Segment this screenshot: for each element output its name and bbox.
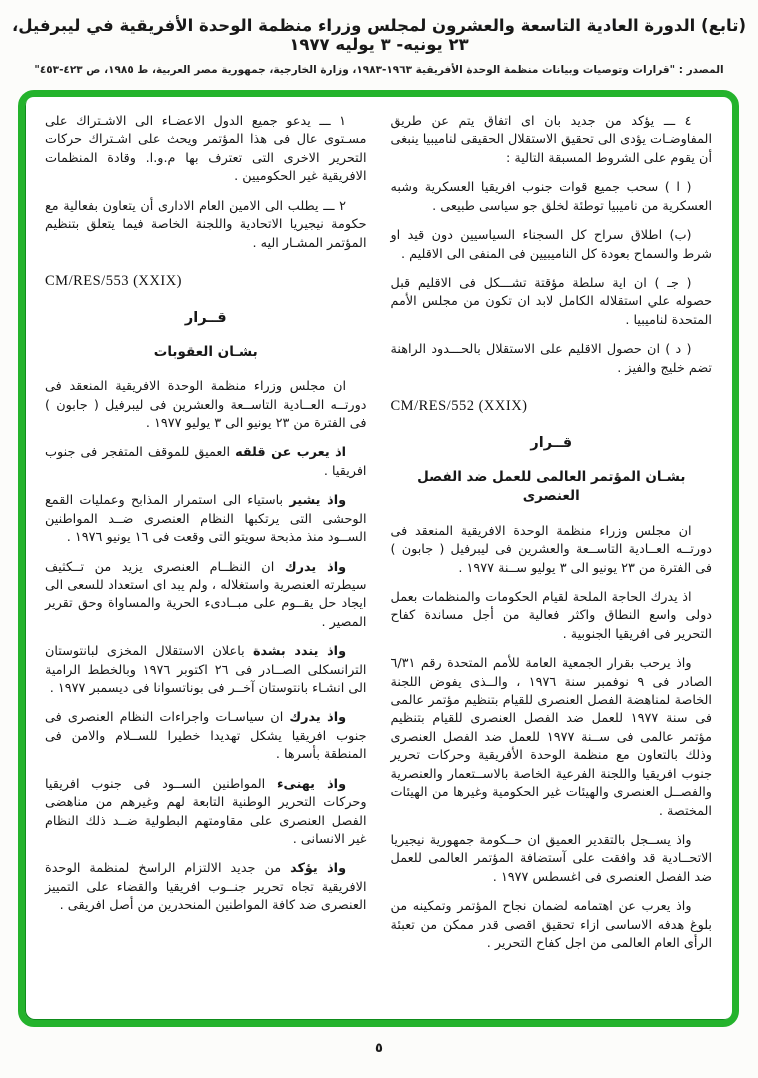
paragraph bbox=[45, 709, 367, 764]
resolution-heading: قــرار bbox=[530, 434, 573, 451]
paragraph-lead: اذ يعرب عن قلقه bbox=[235, 445, 347, 461]
page-number: ٥ bbox=[375, 1041, 383, 1056]
paragraph bbox=[45, 492, 367, 547]
paragraph: ان مجلس وزراء منظمة الوحدة الافريقية المنعقد فى دورتــه العــادية التاســعة والعشرين فى ليبرفيل ( جابون ) فى الفترة من ٢٣ يونيو الى ٣ يوليو ١٩٧٧ . bbox=[45, 379, 367, 431]
paragraph: ٤ ـــ يؤكد من جديد بان اى اتفاق يتم عن طريق المفاوضـات يؤدى الى تحقيق الاستقلال الحقيقى لناميبيا ينبغى أن يقوم على الشروط المسبقة التالية : bbox=[390, 114, 712, 166]
paragraph-lead: واذ يهنىء bbox=[276, 776, 347, 792]
paragraph bbox=[45, 860, 367, 915]
paragraph: ( جـ ) ان اية سلطة مؤقتة تشـــكل فى الاقليم قبل حصوله علي استقلاله الكامل لابد ان تكون من مجلس الأمم المتحدة لناميبيا . bbox=[390, 275, 712, 328]
paragraph-text: ان النظــام العنصرى يزيد من تــكثيف سيطرته العنصرية واستغلاله ، ولم يبد اى استعداد للسعى الى ايجاد حل يقــوم على مبــادىء الحرية والمساواة وحق تقرير المصير . bbox=[45, 559, 367, 630]
paragraph-lead: واذ يؤكد bbox=[290, 861, 347, 877]
paragraph: ( د ) ان حصول الاقليم على الاستقلال بالحـــدود الراهنة تضم خليج والفيز . bbox=[390, 342, 712, 376]
paragraph-text: باعلان الاستقلال المخزى لبانتوستان الترانسكلى الصــادر فى ٢٦ اكتوبر ١٩٧٦ وبالخطط الرامية الى انشـاء بانتوستان آخــر فى بوناتسوانا فى ديسمبر ١٩٧٧ . bbox=[45, 644, 367, 697]
resolution-ref: CM/RES/552 (XXIX) bbox=[390, 398, 528, 415]
paragraph bbox=[45, 444, 367, 481]
paragraph: ١ ـــ يدعو جميع الدول الاعضـاء الى الاشـتراك على مسـتوى عال فى هذا المؤتمر ويحث على اشـتراك حركات التحرير الاخرى التى تعترف بها م.و.ا. وقادة المنظمات الافريقية غير الحكوميين . bbox=[45, 114, 367, 185]
content-frame bbox=[18, 90, 739, 1027]
paragraph-text: العميق للموقف المتفجر فى جنوب افريقيا . bbox=[45, 445, 367, 479]
header-title: (تابع) الدورة العادية التاسعة والعشرون لمجلس وزراء منظمة الوحدة الأفريقية في ليبرفيل، ٢٣ يونيه- ٣ يوليه ١٩٧٧ bbox=[12, 16, 746, 54]
two-column-layout bbox=[25, 97, 732, 1020]
resolution-subheading: بشـان العقوبات bbox=[153, 343, 258, 360]
paragraph-text: من جديد الالتزام الراسخ لمنظمة الوحدة الافريقية تجاه تحرير جنــوب افريقيا والقضاء على التمييز العنصرى ضد كافة المواطنين المنحدرين من أصل افريقى . bbox=[45, 861, 367, 914]
paragraph: واذ يرحب بقرار الجمعية العامة للأمم المتحدة رقم ٦/٣١ الصادر فى ٩ نوفمبر سنة ١٩٧٦ ، والــذى يفوض اللجنة الخاصة لمناهضة الفصل العنصرى للقيام بتنظيم مؤتمر عالمى فى سنة ١٩٧٧ للعمل ضد الفصل العنصرى للقيام بتنظيم مؤتمر عالمى فى ســنة ١٩٧٧ للعمل ضد الفصل العنصرى وذلك بالتعاون مع منظمة الوحدة الأفريقية وحركات تحرير جنوب افريقيا واللجنة الفرعية الخاصة بالاســتعمار والعنصرية والفصــل العنصرى والهيئات غير الحكومية وغيرها من الهيئات المختصة . bbox=[390, 656, 713, 819]
column-right bbox=[391, 113, 713, 1010]
paragraph: (ب) اطلاق سراح كل السجناء السياسيين دون قيد او شرط والسماح بعودة كل الناميبيين فى المنفى الى الاقليم . bbox=[390, 228, 712, 262]
page-header bbox=[0, 16, 758, 76]
paragraph: واذ يعرب عن اهتمامه لضمان نجاح المؤتمر وتمكينه من بلوغ هدفه الاساسى ازاء تحقيق اقصى قدر ممكن من تعبئة الرأى العام العالمى من اجل كفاح التحرير . bbox=[390, 899, 712, 952]
paragraph: واذ يســجل بالتقدير العميق ان حــكومة جمهورية نيجيريا الاتحــادية قد وافقت على آستضافة المؤتمر العالمى للعمل ضد الفصل العنصرى فى اغسطس ١٩٧٧ . bbox=[390, 833, 712, 885]
resolution-subheading: بشـان المؤتمر العالمى للعمل ضد الفصل العنصرى bbox=[417, 468, 686, 505]
column-left bbox=[45, 113, 367, 1010]
paragraph: اذ يدرك الحاجة الملحة لقيام الحكومات والمنظمات بعمل دولى واسع النطاق واكثر فعالية من أجل مساندة كفاح التحرير فى افريقيا الجنوبية . bbox=[390, 589, 712, 642]
paragraph bbox=[45, 559, 367, 633]
header-source: المصدر : "قرارات وتوصيات وبيانات منظمة الوحدة الأفريقية ١٩٦٣-١٩٨٣، وزارة الخارجية، جمهورية مصر العربية، ط ١٩٨٥، ص ٤٢٣-٤٥٣" bbox=[34, 64, 724, 76]
resolution-ref: CM/RES/553 (XXIX) bbox=[45, 272, 182, 289]
paragraph-text: المواطنين الســود فى جنوب افريقيا وحركات التحرير الوطنية التابعة لهم وغيرهم من مناهضى الفصل العنصرى على مقاومتهم البطولية ضــد ذلك النظام غير الانسانى . bbox=[45, 776, 367, 847]
resolution-heading: قــرار bbox=[184, 309, 227, 326]
paragraph-lead: واذ يدرك bbox=[289, 710, 347, 726]
paragraph: ٢ ـــ يطلب الى الامين العام الادارى أن يتعاون بفعالية مع حكومة نيجيريا الاتحادية واللجنة الخاصة فيما يتعلق بتنظيم المؤتمر المشـار اليه . bbox=[45, 198, 367, 251]
paragraph bbox=[45, 643, 367, 698]
paragraph-text: ان سياسـات واجراءات النظام العنصرى فى جنوب افريقيا يشكل تهديدا خطيرا للســلام والامن فى المنطقة بأسرها . bbox=[45, 710, 367, 763]
paragraph-text: باستياء الى استمرار المذابح وعمليات القمع الوحشى التى يرتكبها النظام العنصرى ضــد المواطنين الســود منذ مذبحة سويتو التى وقعت فى ١٦ يونيو ١٩٧٦ . bbox=[45, 493, 367, 546]
paragraph-lead: واذ يدرك bbox=[284, 559, 347, 575]
paragraph: ان مجلس وزراء منظمة الوحدة الافريقية المنعقد فى دورتــه العــادية التاســعة والعشرين فى ليبرفيل ( جابون ) فى الفترة من ٢٣ يونيو الى ٣ يوليو ســنة ١٩٧٧ . bbox=[390, 523, 712, 576]
paragraph-lead: واذ يشير bbox=[289, 493, 347, 509]
paragraph: ( ا ) سحب جميع قوات جنوب افريقيا العسكرية وشبه العسكرية من ناميبيا توطئة لخلق جو سياسى طبيعى . bbox=[390, 180, 712, 214]
paragraph bbox=[45, 776, 367, 850]
paragraph-lead: واذ يندد بشدة bbox=[252, 644, 347, 660]
